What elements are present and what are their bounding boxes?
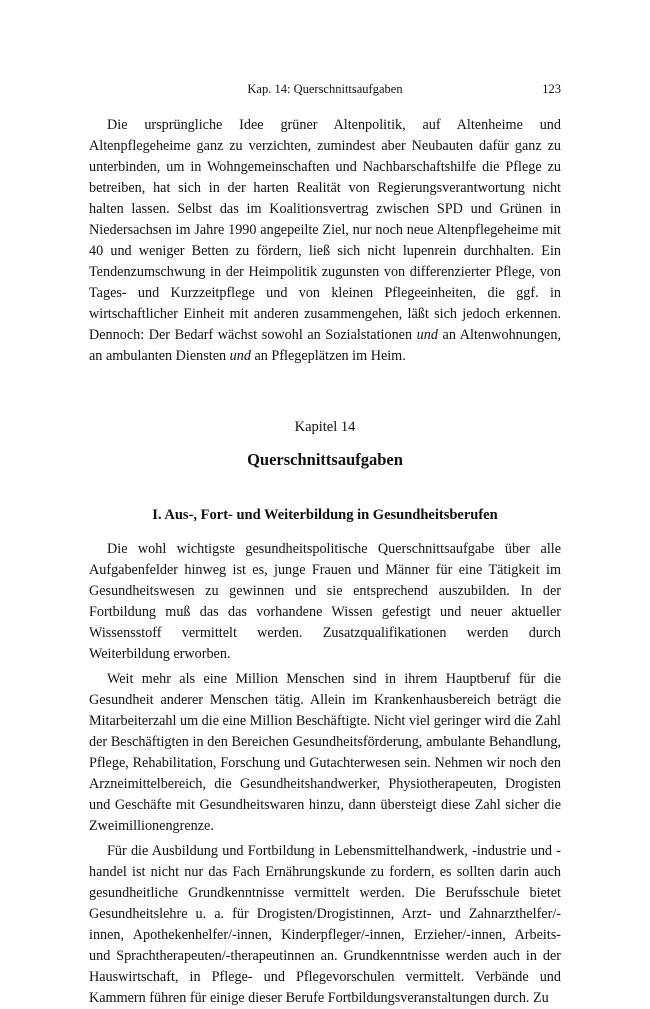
body-paragraph: Weit mehr als eine Million Menschen sind in ihrem Hauptberuf für die Gesundheit anderer Menschen tätig. Allein im Krankenhausbereich beträgt die Mitarbeiterzahl um die eine Million Beschäftigte. Nicht viel geringer wird die Zahl der Beschäftigten in den Bereichen Gesundheitsförderung, ambulante Behandlung, Pflege, Rehabilitation, Forschung und Gutachterwesen sein. Nehmen wir noch den Arzneimittelbereich, die Gesundheitshandwerker, Physiotherapeuten, Drogisten und Geschäfte mit Gesundheitswaren hinzu, dann übersteigt diese Zahl sicher die Zweimillionengrenze.	[89, 671, 561, 834]
intro-paragraph	[89, 115, 561, 367]
section-title: I. Aus-, Fort- und Weiterbildung in Gesundheitsberufen	[152, 507, 498, 523]
intro-emphasis-1: und	[416, 327, 438, 343]
chapter-label: Kapitel 14	[294, 419, 356, 435]
page-number: 123	[542, 82, 561, 96]
running-head	[89, 82, 561, 102]
intro-emphasis-2: und	[229, 348, 251, 364]
intro-text-2: an Altenwohnungen, an ambulanten Diensten	[89, 327, 561, 364]
intro-text-3: an Pflegeplätzen im Heim.	[250, 348, 406, 364]
intro-text-1: Die ursprüngliche Idee grüner Altenpolitik, auf Altenheime und Altenpflegeheime ganz zu verzichten, zumindest aber Neubauten dafür ganz zu unterbinden, um in Wohngemeinschaften und Nachbarschaftshilfe die Pflege zu betreiben, hat sich in der harten Realität von Regierungsverantwortung nicht halten lassen. Selbst das im Koalitionsvertrag zwischen SPD und Grünen in Niedersachsen im Jahre 1990 angepeilte Ziel, nur noch neue Altenpflegeheime mit 40 und weniger Betten zu fördern, ließ sich nicht lupenrein durchhalten. Ein Tendenzumschwung in der Heimpolitik zugunsten von differenzierter Pflege, von Tages- und Kurzzeitpflege und von kleinen Pflegeeinheiten, die ggf. in wirtschaftlicher Einheit mit anderen zusammengehen, läßt sich jedoch erkennen. Dennoch: Der Bedarf wächst sowohl an Sozialstationen	[89, 117, 561, 343]
body-paragraph: Für die Ausbildung und Fortbildung in Lebensmittelhandwerk, -industrie und -handel ist nicht nur das Fach Ernährungskunde zu fordern, es sollten darin auch gesundheitliche Grundkenntnisse vermittelt werden. Die Berufsschule bietet Gesundheitslehre u. a. für Drogisten/Drogistinnen, Arzt- und Zahnarzthelfer/-innen, Apothekenhelfer/-innen, Kinderpfleger/-innen, Erzieher/-innen, Arbeits- und Sprachtherapeuten/-therapeutinnen an. Grundkenntnisse werden auch in der Hauswirtschaft, in Pflege- und Pflegevorschulen vermittelt. Verbände und Kammern führen für einige dieser Berufe Fortbildungsveranstaltungen durch. Zu	[89, 843, 561, 1006]
chapter-title: Querschnittsaufgaben	[247, 450, 403, 469]
body-paragraph: Die wohl wichtigste gesundheitspolitische Querschnittsaufgabe über alle Aufgabenfelder hinweg ist es, junge Frauen und Männer für eine Tätigkeit im Gesundheitswesen zu gewinnen und sie entsprechend auszubilden. In der Fortbildung muß das das vorhandene Wissen gefestigt und neuer aktueller Wissensstoff vermittelt werden. Zusatzqualifikationen werden durch Weiterbildung erworben.	[89, 541, 561, 662]
running-head-title: Kap. 14: Querschnittsaufgaben	[247, 82, 403, 96]
book-page	[89, 82, 561, 1009]
